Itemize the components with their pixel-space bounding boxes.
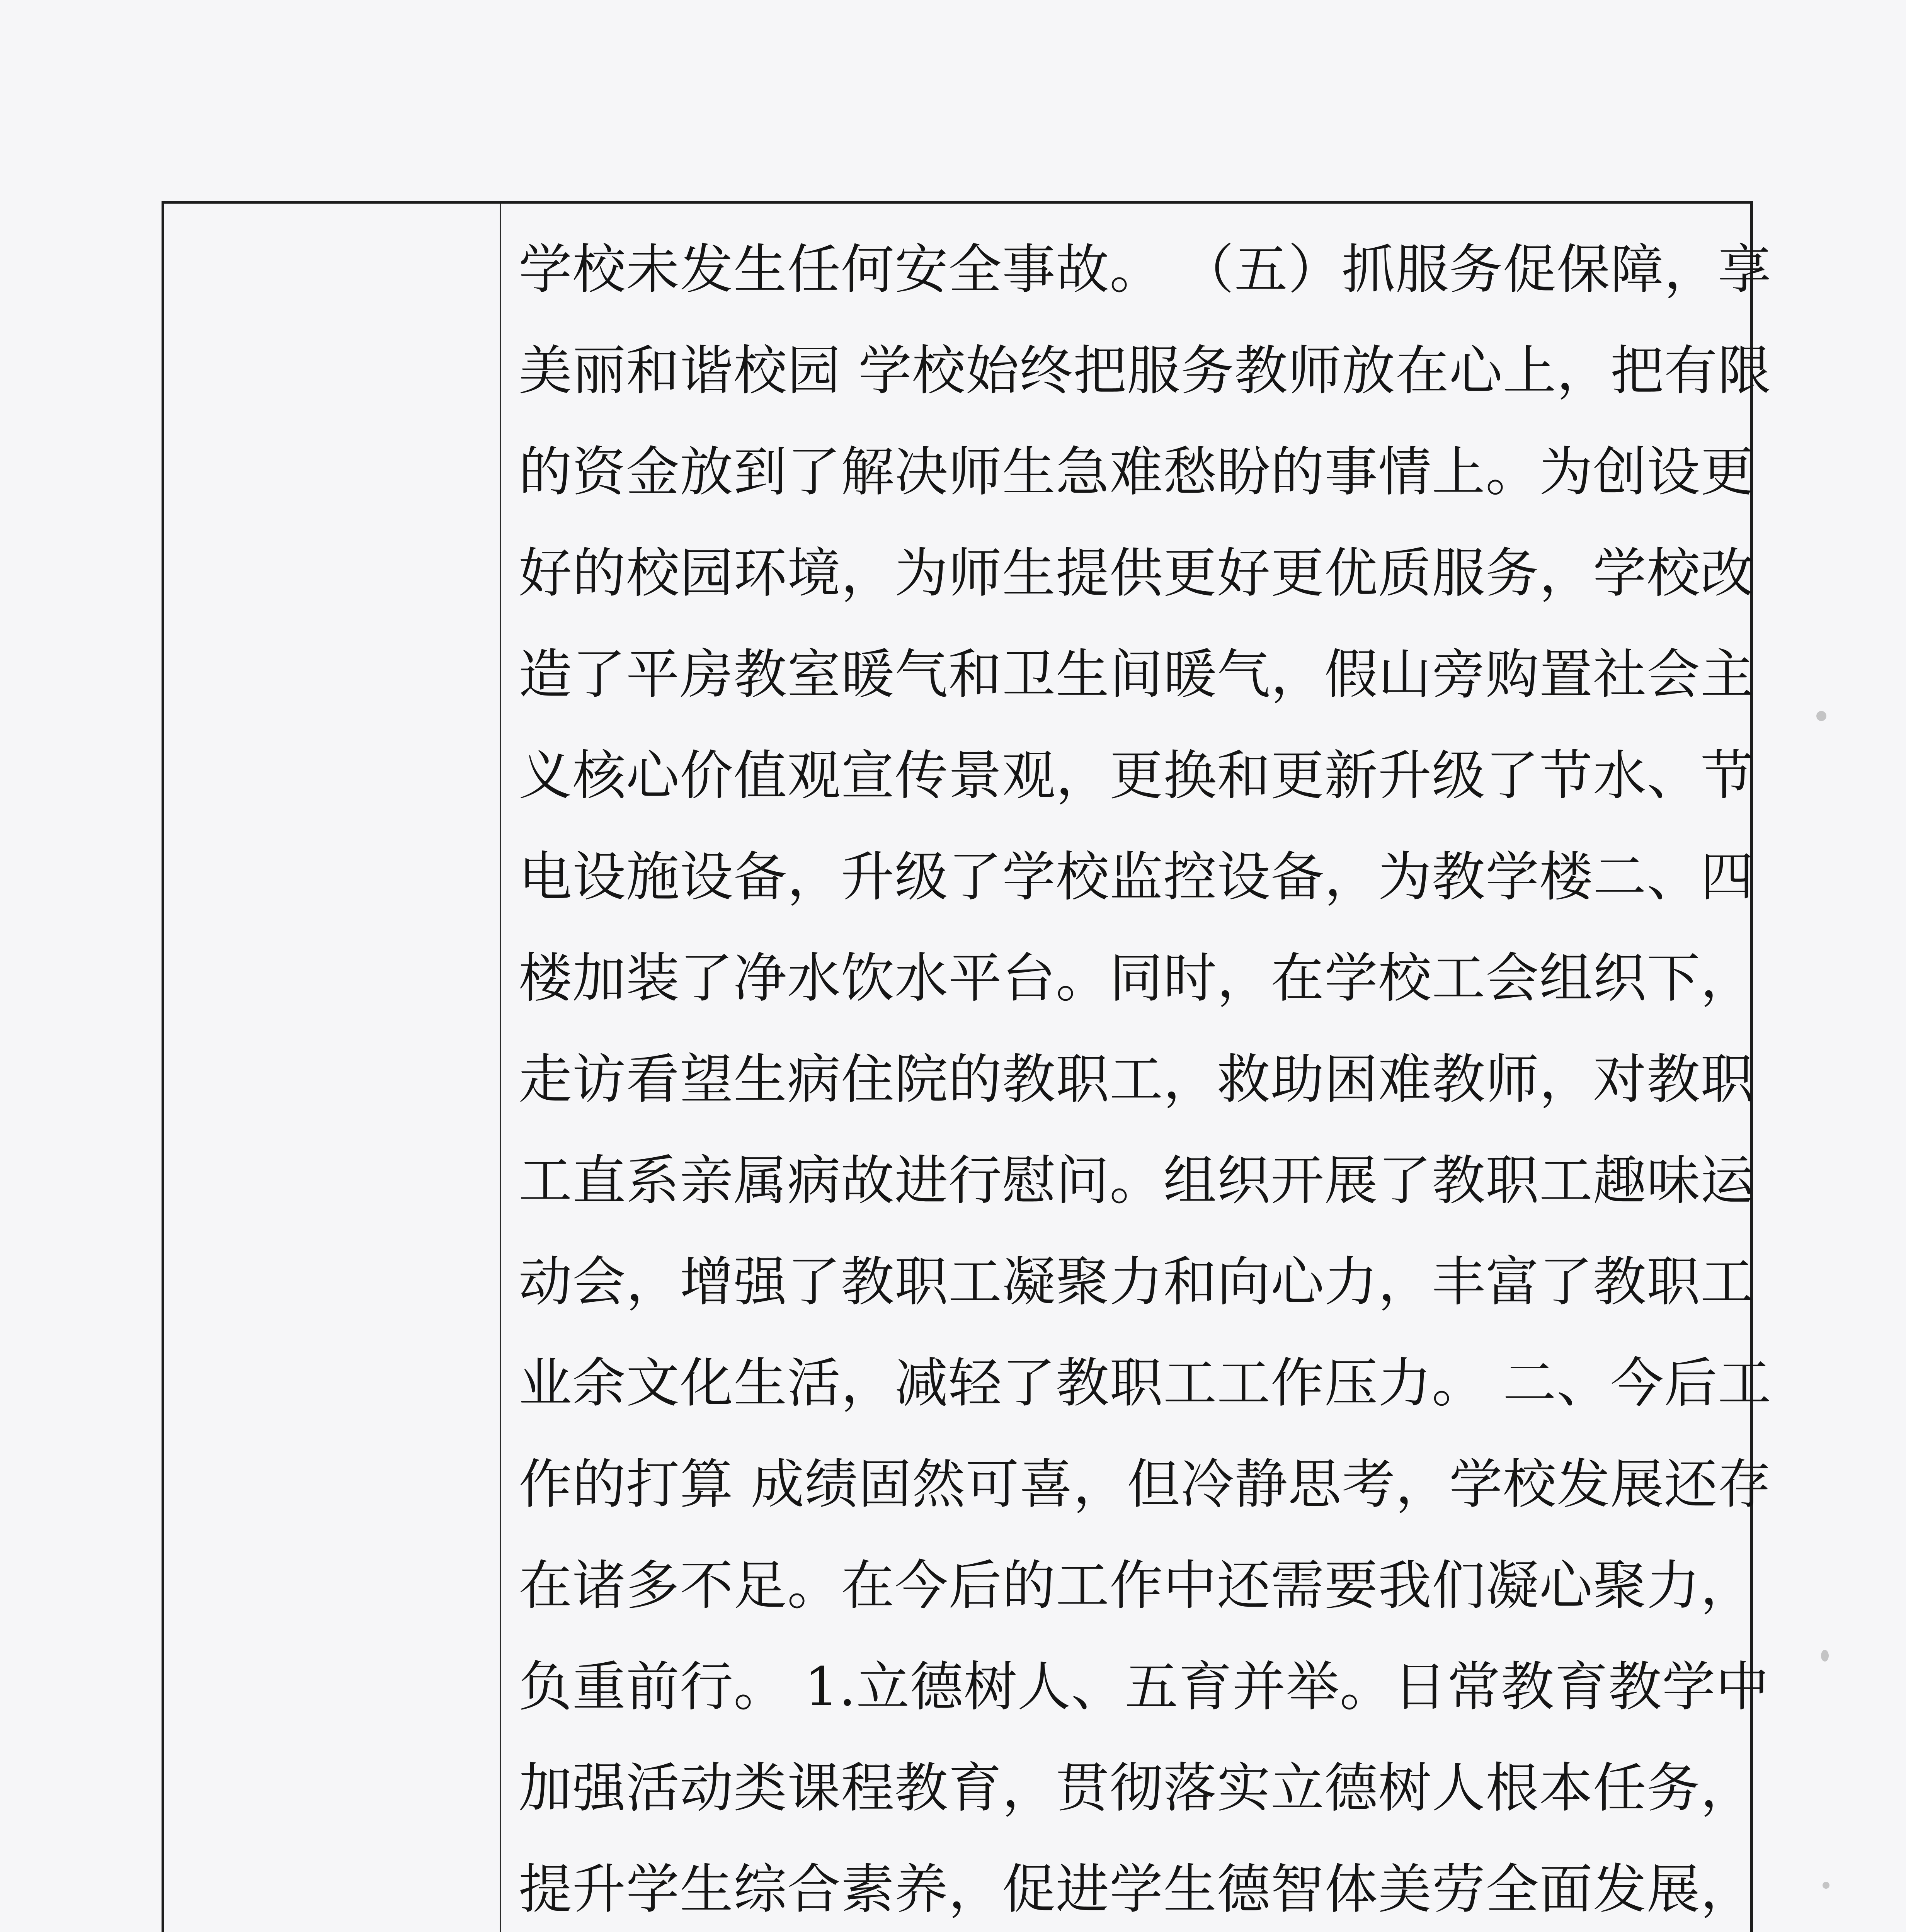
document-table <box>162 201 1772 1932</box>
text-line: 电设施设备，升级了学校监控设备，为教学楼二、四 <box>519 846 1755 908</box>
text-line: 学校未发生任何安全事故。 （五）抓服务促保障，享 <box>519 238 1772 301</box>
text-line: 业余文化生活，减轻了教职工工作压力。 二、今后工 <box>519 1352 1772 1414</box>
text-line: 好的校园环境，为师生提供更好更优质服务，学校改 <box>519 542 1755 604</box>
text-line: 造了平房教室暖气和卫生间暖气，假山旁购置社会主 <box>519 643 1755 706</box>
text-line: 负重前行。 1.立德树人、五育并举。日常教育教学中 <box>519 1656 1770 1718</box>
text-line: 的资金放到了解决师生急难愁盼的事情上。为创设更 <box>519 441 1755 503</box>
text-line: 加强活动类课程教育，贯彻落实立德树人根本任务， <box>519 1757 1755 1819</box>
text-line: 提升学生综合素养，促进学生德智体美劳全面发展， <box>519 1858 1755 1920</box>
text-line: 走访看望生病住院的教职工，救助困难教师，对教职 <box>519 1048 1755 1111</box>
scan-speck <box>1821 1650 1829 1662</box>
text-line: 义核心价值观宣传景观，更换和更新升级了节水、节 <box>519 745 1755 807</box>
table-right-cell <box>501 204 1772 1932</box>
text-line: 作的打算 成绩固然可喜，但冷静思考，学校发展还存 <box>519 1453 1772 1515</box>
text-line: 楼加装了净水饮水平台。同时，在学校工会组织下， <box>519 947 1755 1009</box>
table-left-cell <box>164 204 501 1932</box>
text-line: 美丽和谐校园 学校始终把服务教师放在心上，把有限 <box>519 340 1772 402</box>
scan-speck <box>1823 1882 1829 1889</box>
body-text <box>519 219 1772 1932</box>
text-line: 在诸多不足。在今后的工作中还需要我们凝心聚力， <box>519 1554 1755 1617</box>
scan-speck <box>1816 711 1826 721</box>
text-line: 工直系亲属病故进行慰问。组织开展了教职工趣味运 <box>519 1150 1755 1212</box>
text-line: 动会，增强了教职工凝聚力和向心力，丰富了教职工 <box>519 1251 1755 1313</box>
